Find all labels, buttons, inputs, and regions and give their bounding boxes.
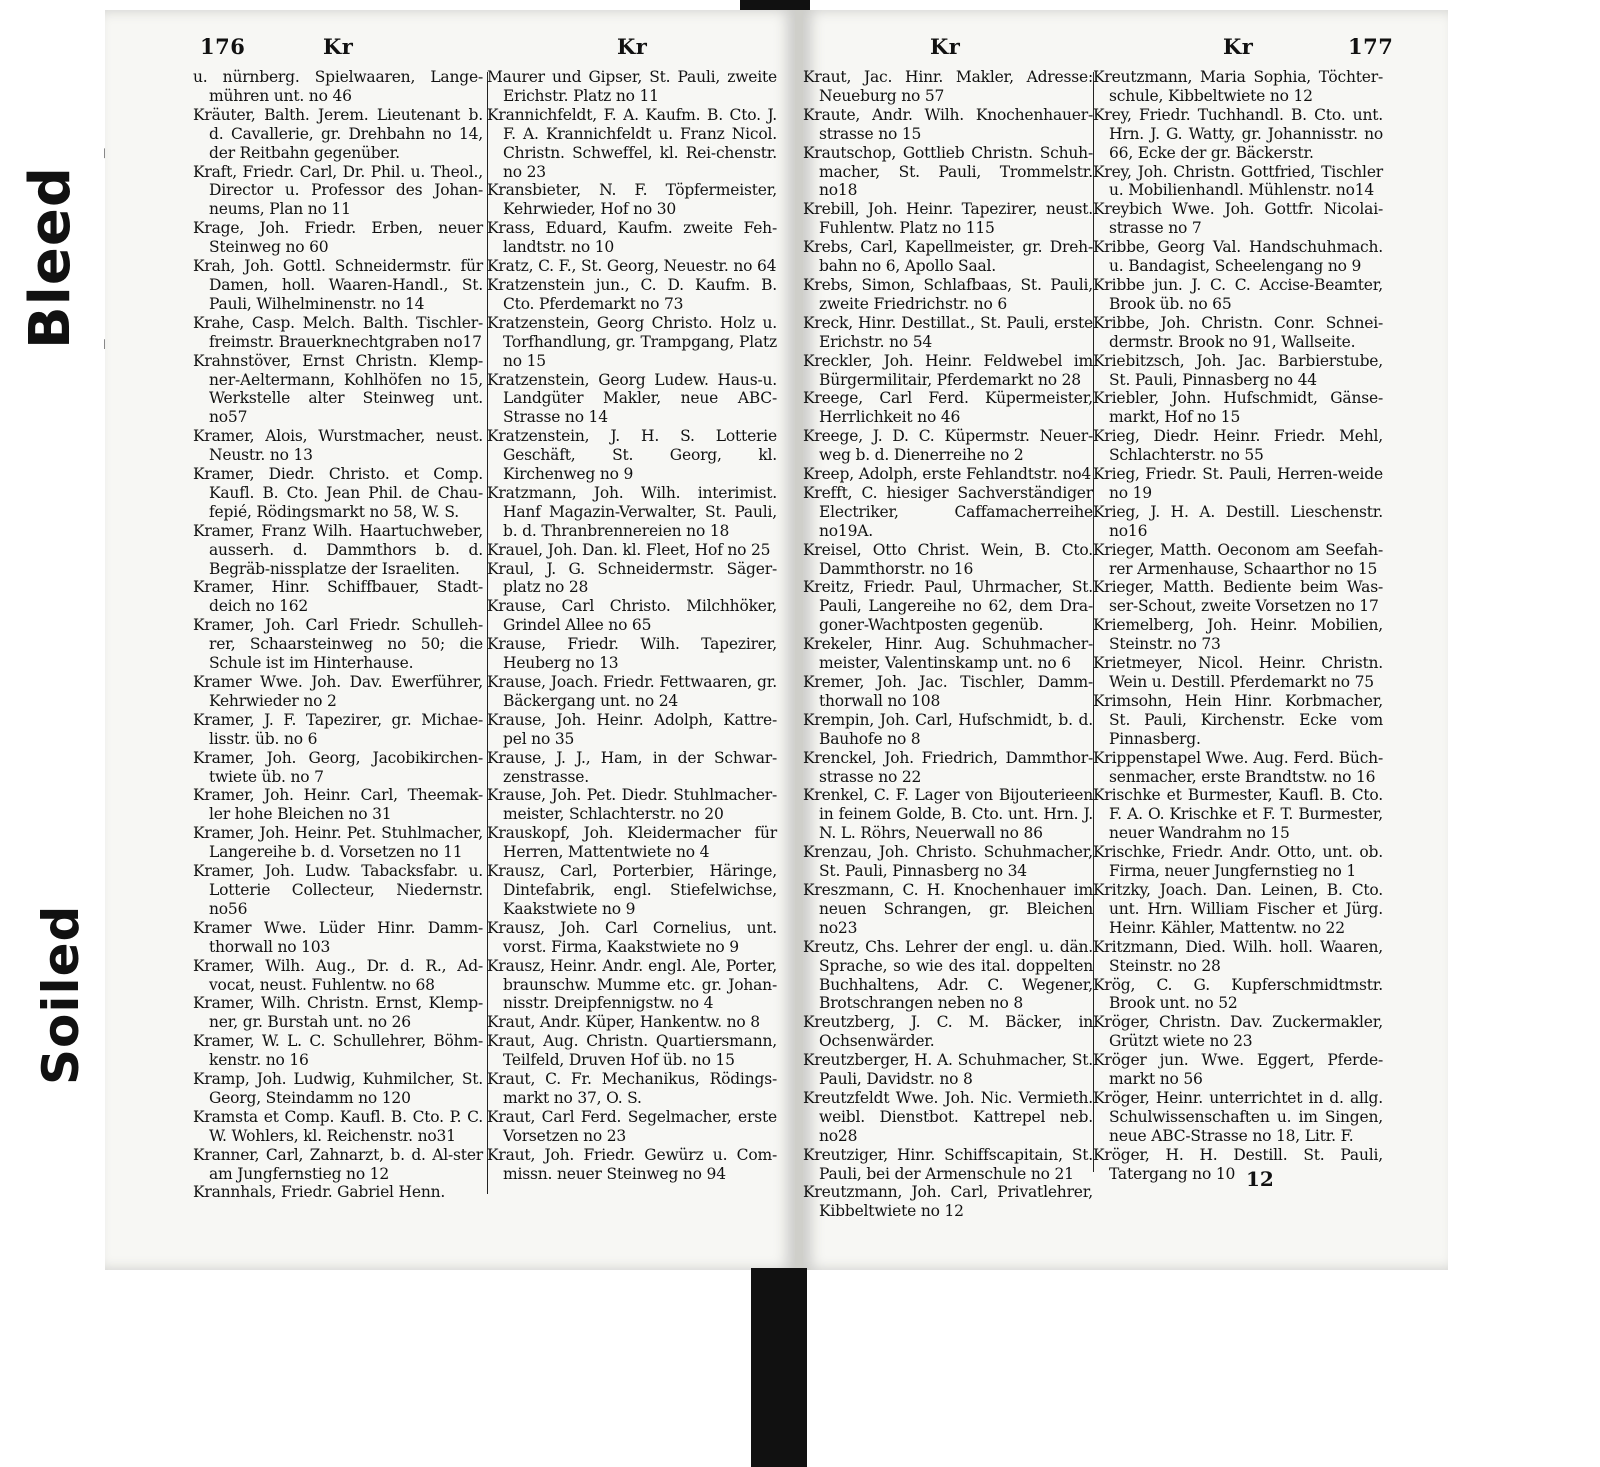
directory-entry: Kribbe jun. J. C. C. Accise-Beamter, Brook üb. no 65 [1093, 275, 1383, 313]
directory-entry: Krippenstapel Wwe. Aug. Ferd. Büch-senmacher, erste Brandtstw. no 16 [1093, 748, 1383, 786]
directory-entry: Kribbe, Georg Val. Handschuhmach. u. Bandagist, Scheelengang no 9 [1093, 238, 1383, 276]
left-page-column-1 [193, 68, 483, 1202]
directory-entry: Krausz, Heinr. Andr. engl. Ale, Porter, braunschw. Mumme etc. gr. Johan-nisstr. Dreipfennigstw. no 4 [487, 956, 777, 1013]
directory-entry: Krieg, Diedr. Heinr. Friedr. Mehl, Schlachterstr. no 55 [1093, 427, 1383, 465]
directory-entry: Kramer, Joh. Georg, Jacobikirchen-twiete üb. no 7 [193, 748, 483, 786]
directory-entry: Krausz, Carl, Porterbier, Häringe, Dintefabrik, engl. Stiefelwichse, Kaakstwiete no 9 [487, 862, 777, 918]
directory-entry: Kreutzberg, J. C. M. Bäcker, in Ochsenwärder. [803, 1013, 1093, 1051]
directory-entry: Krempin, Joh. Carl, Hufschmidt, b. d. Bauhofe no 8 [803, 710, 1093, 748]
directory-entry: Krieg, J. H. A. Destill. Lieschenstr. no16 [1093, 502, 1383, 540]
directory-entry: Kraut, Andr. Küper, Hankentw. no 8 [487, 1013, 760, 1032]
gutter-shadow-bottom [751, 1268, 807, 1467]
directory-entry: Kraut, Jac. Hinr. Makler, Adresse: Neueburg no 57 [803, 68, 1093, 105]
right-page-number: 177 [1348, 34, 1394, 59]
directory-entry: Kreutzfeldt Wwe. Joh. Nic. Vermieth. weibl. Dienstbot. Kattrepel neb. no28 [803, 1088, 1093, 1145]
directory-entry: Krause, J. J., Ham, in der Schwar-zenstrasse. [487, 748, 777, 786]
left-page-column-2 [487, 68, 777, 1183]
directory-entry: Krautschop, Gottlieb Christn. Schuh-macher, St. Pauli, Trommelstr. no18 [803, 143, 1093, 200]
directory-entry: Kramer, J. F. Tapezirer, gr. Michae-lisstr. üb. no 6 [193, 710, 483, 748]
directory-entry: Kraut, Joh. Friedr. Gewürz u. Com-missn. neuer Steinweg no 94 [487, 1145, 777, 1183]
directory-entry: Kreszmann, C. H. Knochenhauer im neuen Schrangen, gr. Bleichen no23 [803, 880, 1093, 937]
directory-entry: Krieg, Friedr. St. Pauli, Herren-weide no 19 [1093, 465, 1383, 502]
directory-entry: Krebill, Joh. Heinr. Tapezirer, neust. Fuhlentw. Platz no 115 [803, 200, 1093, 238]
left-page-number: 176 [200, 34, 246, 59]
directory-entry: Kramp, Joh. Ludwig, Kuhmilcher, St. Georg, Steindamm no 120 [193, 1070, 483, 1107]
directory-entry: Krause, Friedr. Wilh. Tapezirer, Heuberg no 13 [487, 635, 777, 673]
directory-entry: Krey, Joh. Christn. Gottfried, Tischler u. Mobilienhandl. Mühlenstr. no14 [1093, 162, 1383, 200]
directory-entry: Kramer, W. L. C. Schullehrer, Böhm-kenstr. no 16 [193, 1032, 483, 1070]
directory-entry: Kriebler, John. Hufschmidt, Gänse-markt, Hof no 15 [1093, 389, 1383, 427]
left-page-heading-left: Kr [323, 34, 354, 59]
directory-entry: Krenkel, C. F. Lager von Bijouterieen in feinem Golde, B. Cto. unt. Hrn. J. N. L. Röhrs, Neuerwall no 86 [803, 786, 1093, 843]
directory-entry: Kramer, Wilh. Aug., Dr. d. R., Ad-vocat, neust. Fuhlentw. no 68 [193, 956, 483, 994]
directory-entry: Kramer Wwe. Lüder Hinr. Damm-thorwall no 103 [193, 918, 483, 956]
directory-entry: Kreybich Wwe. Joh. Gottfr. Nicolai-strasse no 7 [1093, 200, 1383, 238]
directory-entry: Kröger, Christn. Dav. Zuckermakler, Grützt wiete no 23 [1093, 1013, 1383, 1051]
directory-entry: Krahnstöver, Ernst Christn. Klemp-ner-Aeltermann, Kohlhöfen no 15, Werkstelle alter Steinweg unt. no57 [193, 351, 483, 427]
right-page-heading-right: Kr [1223, 34, 1254, 59]
directory-entry: Kratzenstein, Georg Ludew. Haus-u. Landgüter Makler, neue ABC-Strasse no 14 [487, 370, 777, 427]
directory-entry: Kröger, Heinr. unterrichtet in d. allg. Schulwissenschaften u. im Singen, neue ABC-Strasse no 18, Litr. F. [1093, 1088, 1383, 1145]
directory-entry: Krannichfeldt, F. A. Kaufm. B. Cto. J. F. A. Krannichfeldt u. Franz Nicol. Christn. Schweffel, kl. Rei-chenstr. no 23 [487, 105, 777, 181]
directory-entry: Krieger, Matth. Oeconom am Seefah-rer Armenhause, Schaarthor no 15 [1093, 540, 1383, 578]
right-page-column-1 [803, 68, 1093, 1221]
directory-entry: Kreutz, Chs. Lehrer der engl. u. dän. Sprache, so wie des ital. doppelten Buchhaltens, Adr. C. Wegener, Brotschrangen neben no 8 [803, 937, 1093, 1013]
soiled-document-label: Soiled [26, 755, 96, 1235]
directory-entry: Krischke, Friedr. Andr. Otto, unt. ob. Firma, neuer Jungfernstieg no 1 [1093, 843, 1383, 881]
directory-entry: Kritzky, Joach. Dan. Leinen, B. Cto. unt. Hrn. William Fischer et Jürg. Heinr. Kähler, Mattentw. no 22 [1093, 880, 1383, 937]
directory-entry: Maurer und Gipser, St. Pauli, zweite Erichstr. Platz no 11 [487, 68, 777, 105]
directory-entry: Krög, C. G. Kupferschmidtmstr. Brook unt. no 52 [1093, 975, 1383, 1013]
directory-entry: Kreege, J. D. C. Küpermstr. Neuer-weg b. d. Dienerreihe no 2 [803, 427, 1093, 465]
directory-entry: Krause, Joh. Pet. Diedr. Stuhlmacher-meister, Schlachterstr. no 20 [487, 786, 777, 824]
directory-entry: Kraut, Carl Ferd. Segelmacher, erste Vorsetzen no 23 [487, 1107, 777, 1145]
directory-entry: Krass, Eduard, Kaufm. zweite Feh-landtstr. no 10 [487, 219, 777, 257]
directory-entry: Kröger jun. Wwe. Eggert, Pferde-markt no 56 [1093, 1051, 1383, 1089]
directory-entry: Kraft, Friedr. Carl, Dr. Phil. u. Theol., Director u. Professor des Johan-neums, Plan no 11 [193, 162, 483, 219]
directory-entry: Krause, Joach. Friedr. Fettwaaren, gr. Bäckergang unt. no 24 [487, 673, 777, 710]
directory-entry: Kreege, Carl Ferd. Küpermeister, Herrlichkeit no 46 [803, 389, 1093, 427]
directory-entry: Kreitz, Friedr. Paul, Uhrmacher, St. Pauli, Langereihe no 62, dem Dra-goner-Wachtposten gegenüb. [803, 578, 1093, 635]
directory-entry: Kramer, Hinr. Schiffbauer, Stadt-deich no 162 [193, 578, 483, 616]
directory-entry: Kraut, C. Fr. Mechanikus, Rödings-markt no 37, O. S. [487, 1070, 777, 1107]
directory-entry: Kraut, Aug. Christn. Quartiersmann, Teilfeld, Druven Hof üb. no 15 [487, 1032, 777, 1070]
directory-entry: Kreckler, Joh. Heinr. Feldwebel im Bürgermilitair, Pferdemarkt no 28 [803, 351, 1093, 389]
directory-entry: Kraute, Andr. Wilh. Knochenhauer-strasse no 15 [803, 105, 1093, 143]
directory-entry: Krefft, C. hiesiger Sachverständiger Electriker, Caffamacherreihe no19A. [803, 483, 1093, 540]
book-fold [795, 10, 803, 1270]
directory-entry: Kratzenstein, Georg Christo. Holz u. Torfhandlung, gr. Trampgang, Platz no 15 [487, 313, 777, 370]
directory-entry: Kräuter, Balth. Jerem. Lieutenant b. d. Cavallerie, gr. Drehbahn no 14, der Reitbahn gegenüber. [193, 105, 483, 162]
directory-entry: Krauel, Joh. Dan. kl. Fleet, Hof no 25 [487, 540, 771, 559]
directory-entry: Kramer, Joh. Carl Friedr. Schulleh-rer, Schaarsteinweg no 50; die Schule ist im Hinterhause. [193, 616, 483, 673]
directory-entry: Krekeler, Hinr. Aug. Schuhmacher-meister, Valentinskamp unt. no 6 [803, 635, 1093, 673]
directory-entry: Krausz, Joh. Carl Cornelius, unt. vorst. Firma, Kaakstwiete no 9 [487, 918, 777, 956]
directory-entry: Kremer, Joh. Jac. Tischler, Damm-thorwall no 108 [803, 673, 1093, 710]
directory-entry: Kratzenstein jun., C. D. Kaufm. B. Cto. Pferdemarkt no 73 [487, 275, 777, 313]
directory-entry: Krage, Joh. Friedr. Erben, neuer Steinweg no 60 [193, 219, 483, 257]
directory-entry: Kratzmann, Joh. Wilh. interimist. Hanf Magazin-Verwalter, St. Pauli, b. d. Thranbrennereien no 18 [487, 483, 777, 540]
directory-entry: Krause, Carl Christo. Milchhöker, Grindel Allee no 65 [487, 597, 777, 635]
directory-entry: Kreck, Hinr. Destillat., St. Pauli, erste Erichstr. no 54 [803, 313, 1093, 351]
right-page-heading-left: Kr [930, 34, 961, 59]
directory-entry: Kritzmann, Died. Wilh. holl. Waaren, Steinstr. no 28 [1093, 937, 1383, 975]
directory-entry: Kratz, C. F., St. Georg, Neuestr. no 64 [487, 257, 777, 276]
directory-entry: Kröger, H. H. Destill. St. Pauli, Tatergang no 10 [1093, 1145, 1383, 1183]
directory-entry: Kraul, J. G. Schneidermstr. Säger-platz no 28 [487, 559, 777, 597]
directory-entry: Kratzenstein, J. H. S. Lotterie Geschäft, St. Georg, kl. Kirchenweg no 9 [487, 427, 777, 484]
directory-entry: Kreutzmann, Maria Sophia, Töchter-schule, Kibbeltwiete no 12 [1093, 68, 1383, 105]
directory-entry: Krause, Joh. Heinr. Adolph, Kattre-pel no 35 [487, 710, 777, 748]
directory-entry: Krieger, Matth. Bediente beim Was-ser-Schout, zweite Vorsetzen no 17 [1093, 578, 1383, 616]
directory-entry: Kreep, Adolph, erste Fehlandtstr. no4 [803, 465, 1092, 484]
directory-entry: Kranner, Carl, Zahnarzt, b. d. Al-ster am Jungfernstieg no 12 [193, 1145, 483, 1183]
directory-entry: Krah, Joh. Gottl. Schneidermstr. für Damen, holl. Waaren-Handl., St. Pauli, Wilhelminenstr. no 14 [193, 257, 483, 313]
directory-entry: Krahe, Casp. Melch. Balth. Tischler-freimstr. Brauerknechtgraben no17 [193, 313, 483, 351]
directory-entry: Kreutzmann, Joh. Carl, Privatlehrer, Kibbeltwiete no 12 [803, 1183, 1093, 1221]
directory-entry: Krischke et Burmester, Kaufl. B. Cto. F. A. O. Krischke et F. T. Burmester, neuer Wandrahm no 15 [1093, 786, 1383, 843]
directory-entry: Kransbieter, N. F. Töpfermeister, Kehrwieder, Hof no 30 [487, 181, 777, 219]
directory-entry: Kreutzberger, H. A. Schuhmacher, St. Pauli, Davidstr. no 8 [803, 1051, 1093, 1089]
directory-entry: Kreisel, Otto Christ. Wein, B. Cto. Dammthorstr. no 16 [803, 540, 1093, 578]
directory-entry: Krietmeyer, Nicol. Heinr. Christn. Wein u. Destill. Pferdemarkt no 75 [1093, 654, 1383, 691]
directory-entry: Kriebitzsch, Joh. Jac. Barbierstube, St. Pauli, Pinnasberg no 44 [1093, 351, 1383, 389]
right-page-column-2 [1093, 68, 1383, 1183]
directory-entry: Kribbe, Joh. Christn. Conr. Schnei-dermstr. Brook no 91, Wallseite. [1093, 313, 1383, 351]
directory-entry: Kramer, Franz Wilh. Haartuchweber, ausserh. d. Dammthors b. d. Begräb-nissplatze der Israeliten. [193, 521, 483, 578]
directory-entry: Kramer, Diedr. Christo. et Comp. Kaufl. B. Cto. Jean Phil. de Chau-fepié, Rödingsmarkt no 58, W. S. [193, 465, 483, 521]
directory-entry: Krenzau, Joh. Christo. Schuhmacher, St. Pauli, Pinnasberg no 34 [803, 843, 1093, 881]
directory-entry: Kriemelberg, Joh. Heinr. Mobilien, Steinstr. no 73 [1093, 616, 1383, 654]
directory-entry: Kramsta et Comp. Kaufl. B. Cto. P. C. W. Wohlers, kl. Reichenstr. no31 [193, 1107, 483, 1145]
directory-entry: Kramer, Alois, Wurstmacher, neust. Neustr. no 13 [193, 427, 483, 465]
directory-entry: Kramer Wwe. Joh. Dav. Ewerführer, Kehrwieder no 2 [193, 673, 483, 710]
directory-entry: u. nürnberg. Spielwaaren, Lange-mühren unt. no 46 [193, 68, 483, 105]
directory-entry: Kramer, Joh. Heinr. Pet. Stuhlmacher, Langereihe b. d. Vorsetzen no 11 [193, 824, 483, 862]
directory-entry: Kramer, Joh. Heinr. Carl, Theemak-ler hohe Bleichen no 31 [193, 786, 483, 824]
right-page [803, 10, 1448, 1270]
directory-entry: Kramer, Wilh. Christn. Ernst, Klemp-ner, gr. Burstah unt. no 26 [193, 994, 483, 1032]
left-page [105, 10, 795, 1270]
directory-entry: Kramer, Joh. Ludw. Tabacksfabr. u. Lotterie Collecteur, Niedernstr. no56 [193, 862, 483, 918]
left-page-heading-right: Kr [617, 34, 648, 59]
bleed-through-label: Bleed [12, 38, 90, 478]
directory-entry: Krimsohn, Hein Hinr. Korbmacher, St. Pauli, Kirchenstr. Ecke vom Pinnasberg. [1093, 691, 1383, 748]
directory-entry: Krannhals, Friedr. Gabriel Henn. [193, 1183, 446, 1202]
directory-entry: Krey, Friedr. Tuchhandl. B. Cto. unt. Hrn. J. G. Watty, gr. Johannisstr. no 66, Ecke der gr. Bäckerstr. [1093, 105, 1383, 162]
signature-mark: 12 [1246, 1167, 1274, 1191]
directory-entry: Krauskopf, Joh. Kleidermacher für Herren, Mattentwiete no 4 [487, 824, 777, 862]
directory-entry: Kreutziger, Hinr. Schiffscapitain, St. Pauli, bei der Armenschule no 21 [803, 1145, 1093, 1183]
directory-entry: Krebs, Simon, Schlafbaas, St. Pauli, zweite Friedrichstr. no 6 [803, 275, 1093, 313]
directory-entry: Krebs, Carl, Kapellmeister, gr. Dreh-bahn no 6, Apollo Saal. [803, 238, 1093, 276]
directory-entry: Krenckel, Joh. Friedrich, Dammthor-strasse no 22 [803, 748, 1093, 786]
